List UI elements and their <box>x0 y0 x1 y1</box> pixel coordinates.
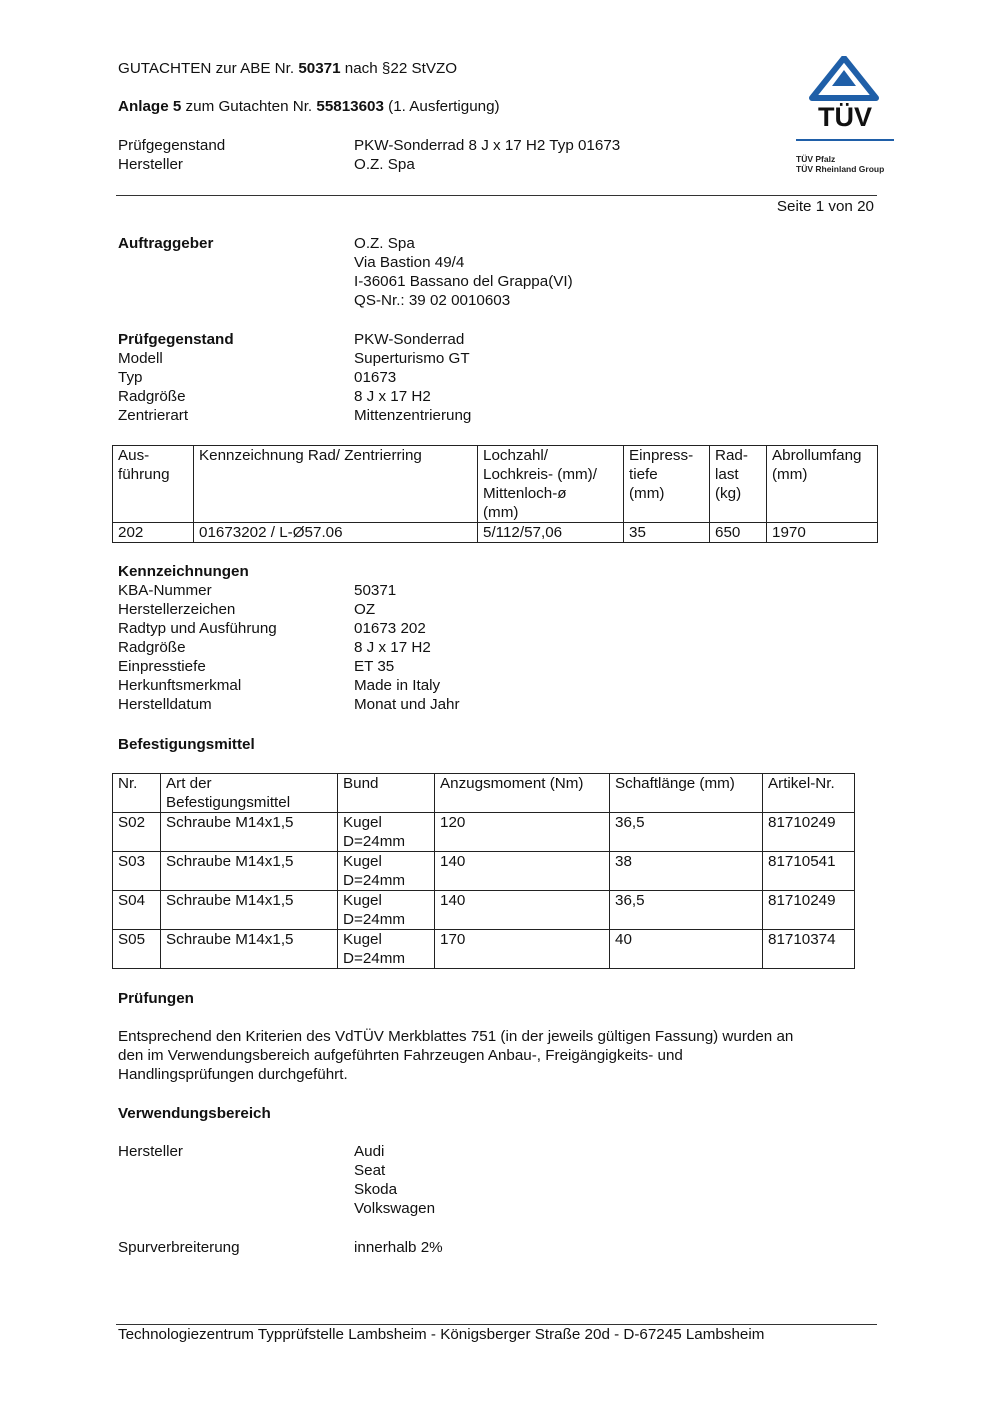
field-label: Radgröße <box>118 639 186 656</box>
wheel-table <box>112 445 878 543</box>
field-label: Modell <box>118 350 163 367</box>
field-value: 8 J x 17 H2 <box>354 639 431 656</box>
field-value: Superturismo GT <box>354 350 470 367</box>
paragraph-line: Entsprechend den Kriterien des VdTÜV Merkblattes 751 (in der jeweils gültigen Fassung) wurden an <box>118 1028 794 1045</box>
table-row <box>113 930 855 969</box>
table-cell: 36,5 <box>610 891 763 930</box>
address-line: O.Z. Spa <box>354 235 415 252</box>
table-header: Nr. <box>113 774 161 813</box>
logo-text: TÜV <box>818 102 872 132</box>
field-label: KBA-Nummer <box>118 582 212 599</box>
table-cell: Kugel D=24mm <box>338 852 435 891</box>
table-cell: 170 <box>435 930 610 969</box>
field-label: Herkunftsmerkmal <box>118 677 242 694</box>
table-cell: 81710541 <box>763 852 855 891</box>
field-label: Typ <box>118 369 143 386</box>
table-header: Aus- führung <box>113 446 194 523</box>
table-cell: 1970 <box>767 523 878 543</box>
pruefungen-title: Prüfungen <box>118 990 194 1007</box>
list-item: Seat <box>354 1162 386 1179</box>
spur-value: innerhalb 2% <box>354 1239 443 1256</box>
table-row <box>113 852 855 891</box>
table-cell: S02 <box>113 813 161 852</box>
table-cell: 40 <box>610 930 763 969</box>
field-value: Monat und Jahr <box>354 696 460 713</box>
table-cell: 5/112/57,06 <box>478 523 624 543</box>
table-cell: S05 <box>113 930 161 969</box>
field-value: Made in Italy <box>354 677 441 694</box>
hersteller-value: O.Z. Spa <box>354 156 415 173</box>
table-cell: 140 <box>435 891 610 930</box>
table-cell: 81710249 <box>763 813 855 852</box>
field-label: Zentrierart <box>118 407 189 424</box>
table-cell: 36,5 <box>610 813 763 852</box>
field-value: Mittenzentrierung <box>354 407 472 424</box>
table-header-row <box>113 774 855 813</box>
table-header: Schaftlänge (mm) <box>610 774 763 813</box>
table-cell: Schraube M14x1,5 <box>161 930 338 969</box>
logo-sub1: TÜV Pfalz <box>796 154 836 164</box>
table-header: Anzugsmoment (Nm) <box>435 774 610 813</box>
list-item: Skoda <box>354 1181 398 1198</box>
section-title: Prüfgegenstand <box>118 331 234 348</box>
table-cell: S04 <box>113 891 161 930</box>
table-header: Artikel-Nr. <box>763 774 855 813</box>
table-header: Lochzahl/ Lochkreis- (mm)/ Mittenloch-ø (mm) <box>478 446 624 523</box>
table-cell: Kugel D=24mm <box>338 891 435 930</box>
table-cell: 81710249 <box>763 891 855 930</box>
table-cell: 38 <box>610 852 763 891</box>
page-number: Seite 1 von 20 <box>776 198 874 215</box>
table-cell: 120 <box>435 813 610 852</box>
table-cell: 202 <box>113 523 194 543</box>
field-label: Radgröße <box>118 388 186 405</box>
pruefungen-text <box>118 1027 878 1084</box>
verwendung-hersteller-list <box>354 1142 435 1218</box>
verwendung-title: Verwendungsbereich <box>118 1105 271 1122</box>
section-title: Kennzeichnungen <box>118 563 249 580</box>
field-label: Radtyp und Ausführung <box>118 620 277 637</box>
pruef-value: PKW-Sonderrad 8 J x 17 H2 Typ 01673 <box>354 137 621 154</box>
paragraph-line: den im Verwendungsbereich aufgeführten Fahrzeugen Anbau-, Freigängigkeits- und <box>118 1047 683 1064</box>
field-value: 01673 202 <box>354 620 426 637</box>
table-cell: 140 <box>435 852 610 891</box>
field-value: OZ <box>354 601 376 618</box>
pruef-label: Prüfgegenstand <box>118 137 226 154</box>
address-line: QS-Nr.: 39 02 0010603 <box>354 292 511 309</box>
befestigung-table <box>112 773 855 969</box>
verwendung-hersteller-label: Hersteller <box>118 1143 183 1160</box>
auftraggeber-address <box>354 234 573 310</box>
table-header-row <box>113 446 878 523</box>
table-header: Kennzeichnung Rad/ Zentrierring <box>194 446 478 523</box>
list-item: Audi <box>354 1143 385 1160</box>
befestigung-title: Befestigungsmittel <box>118 736 255 753</box>
table-cell: S03 <box>113 852 161 891</box>
footer-text: Technologiezentrum Typprüfstelle Lambsheim - Königsberger Straße 20d - D-67245 Lambsheim <box>118 1326 765 1343</box>
paragraph-line: Handlingsprüfungen durchgeführt. <box>118 1066 348 1083</box>
table-header: Abrollumfang (mm) <box>767 446 878 523</box>
table-cell: Kugel D=24mm <box>338 813 435 852</box>
header-divider <box>116 195 877 196</box>
table-cell: Schraube M14x1,5 <box>161 891 338 930</box>
kennzeichnungen-labels <box>118 562 277 714</box>
table-row <box>113 891 855 930</box>
spur-label: Spurverbreiterung <box>118 1239 240 1256</box>
hersteller-label: Hersteller <box>118 156 183 173</box>
field-value: 8 J x 17 H2 <box>354 388 431 405</box>
table-header: Einpress- tiefe (mm) <box>624 446 710 523</box>
table-cell: Kugel D=24mm <box>338 930 435 969</box>
tuev-logo <box>794 56 896 176</box>
field-label: Herstellerzeichen <box>118 601 236 618</box>
field-label: Herstelldatum <box>118 696 212 713</box>
table-header: Art der Befestigungsmittel <box>161 774 338 813</box>
table-header: Bund <box>338 774 435 813</box>
address-line: Via Bastion 49/4 <box>354 254 465 271</box>
pruefgegenstand-values <box>354 330 471 425</box>
table-cell: Schraube M14x1,5 <box>161 813 338 852</box>
table-header: Rad- last (kg) <box>710 446 767 523</box>
table-cell: 650 <box>710 523 767 543</box>
pruefgegenstand-labels <box>118 330 234 425</box>
field-label: Einpresstiefe <box>118 658 206 675</box>
table-row <box>113 523 878 543</box>
table-row <box>113 813 855 852</box>
address-line: I-36061 Bassano del Grappa(VI) <box>354 273 573 290</box>
list-item: Volkswagen <box>354 1200 436 1217</box>
table-cell: 01673202 / L-Ø57.06 <box>194 523 478 543</box>
field-value: PKW-Sonderrad <box>354 331 465 348</box>
auftraggeber-label: Auftraggeber <box>118 235 214 252</box>
table-cell: 35 <box>624 523 710 543</box>
table-cell: Schraube M14x1,5 <box>161 852 338 891</box>
kennzeichnungen-values <box>354 581 460 714</box>
anlage-line: Anlage 5 zum Gutachten Nr. 55813603 (1. Ausfertigung) <box>118 98 500 115</box>
field-value: 50371 <box>354 582 397 599</box>
field-value: 01673 <box>354 369 397 386</box>
gutachten-title: GUTACHTEN zur ABE Nr. 50371 nach §22 StVZO <box>118 60 458 77</box>
table-cell: 81710374 <box>763 930 855 969</box>
field-value: ET 35 <box>354 658 395 675</box>
logo-sub2: TÜV Rheinland Group <box>796 164 885 174</box>
